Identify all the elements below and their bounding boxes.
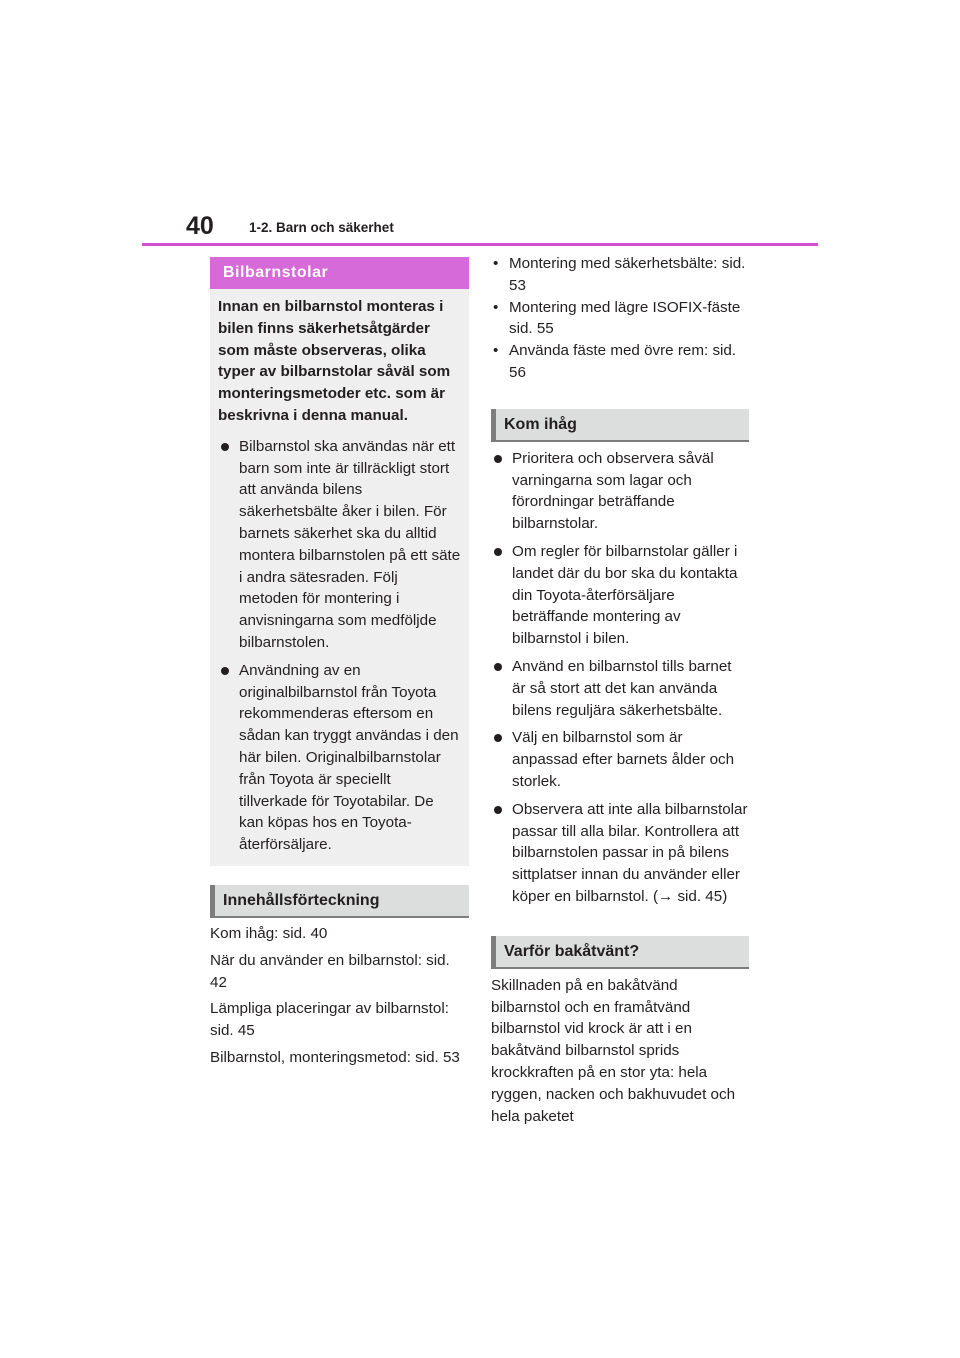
bullet-icon: • — [493, 298, 499, 316]
bullet-dot-icon — [494, 548, 502, 556]
toc-entry[interactable]: Lämpliga placeringar av bilbarnstol: sid. 45 — [210, 1000, 449, 1040]
remember-item — [491, 727, 749, 792]
remember-item — [491, 799, 749, 908]
intro-text: Innan en bilbarnstol monteras i bilen finns säkerhetsåtgärder som måste observeras, olika typer av bilbarnstolar såväl som monteringsmetoder etc. som är beskrivna i denna manual. — [218, 298, 451, 424]
section-title: 1-2. Barn och säkerhet — [249, 220, 394, 235]
intro-item — [218, 660, 461, 856]
toc-entry[interactable]: Bilbarnstol, monteringsmetod: sid. 53 — [210, 1048, 460, 1066]
toc-bullet-text: Använda fäste med övre rem: sid. 56 — [509, 342, 737, 381]
bullet-dot-icon — [494, 734, 502, 742]
intro-item — [218, 436, 461, 654]
intro-item-text: Bilbarnstol ska användas när ett barn som inte är tillräckligt stort att använda bilens säkerhetsbälte åker i bilen. För barnets säkerhet ska du alltid montera bilbarnstolen på ett säte i andra sätesraden. Följ metoden för montering i anvisningarna som medföljde bilbarnstolen. — [239, 437, 461, 651]
toc-entry[interactable]: Kom ihåg: sid. 40 — [210, 924, 328, 942]
remember-heading: Kom ihåg — [491, 409, 749, 442]
toc-heading: Innehållsförteckning — [210, 885, 469, 918]
toc-bullet-text: Montering med säkerhetsbälte: sid. 53 — [509, 255, 746, 294]
intro-box — [210, 289, 469, 866]
bullet-dot-icon — [494, 806, 502, 814]
left-column — [210, 257, 469, 1074]
remember-item-text: Om regler för bilbarnstolar gäller i landet där du bor ska du kontakta din Toyota-återförsäljare beträffande montering av bilbarnstol i bilen. — [512, 542, 738, 648]
section-banner: Bilbarnstolar — [210, 257, 469, 289]
toc-bullet-text: Montering med lägre ISOFIX-fäste sid. 55 — [509, 298, 741, 338]
bullet-dot-icon — [494, 663, 502, 671]
bullet-icon: • — [493, 342, 499, 360]
toc-list — [210, 923, 469, 1069]
right-column — [491, 253, 749, 1127]
header-divider — [142, 243, 818, 246]
remember-item — [491, 541, 749, 650]
intro-item-text: Användning av en originalbilbarnstol från Toyota rekommenderas eftersom en sådan kan tryggt användas i den här bilen. Originalbilbarnstolar från Toyota är speciellt tillverkade för Toyotabilar. De kan köpas hos en Toyota-återförsäljare. — [239, 661, 459, 854]
bullet-dot-icon — [494, 455, 502, 463]
why-text: Skillnaden på en bakåtvänd bilbarnstol och en framåtvänd bilbarnstol vid krock är att i en bakåtvänd bilbarnstol sprids krockkraften på en stor yta: hela ryggen, nacken och bakhuvudet och hela paketet — [491, 976, 736, 1125]
bullet-dot-icon — [221, 443, 229, 451]
remember-item-text: Observera att inte alla bilbarnstolar passar till alla bilar. Kontrollera att bilbarnstolen passar in på bilens sittplatser innan du använder eller köper en bilbarnstol. (→ sid. 45) — [512, 800, 748, 905]
bullet-dot-icon — [221, 667, 229, 675]
remember-item-text: Använd en bilbarnstol tills barnet är så stort att det kan använda bilens reguljära säkerhetsbälte. — [512, 657, 732, 719]
toc-bullet-item[interactable] — [491, 340, 749, 384]
remember-item — [491, 656, 749, 721]
why-heading: Varför bakåtvänt? — [491, 936, 749, 969]
toc-bullet-item[interactable] — [491, 297, 749, 341]
toc-entry[interactable]: När du använder en bilbarnstol: sid. 42 — [210, 951, 450, 991]
why-body — [491, 975, 749, 1128]
remember-item — [491, 448, 749, 535]
toc-bullet-item[interactable] — [491, 253, 749, 297]
page-number: 40 — [186, 212, 214, 240]
toc-continued-list — [491, 253, 749, 384]
bullet-icon: • — [493, 255, 499, 272]
remember-item-text: Prioritera och observera såväl varningarna som lagar och förordningar beträffande bilbarnstolar. — [512, 449, 714, 533]
remember-item-text: Välj en bilbarnstol som är anpassad efter barnets ålder och storlek. — [512, 729, 735, 790]
